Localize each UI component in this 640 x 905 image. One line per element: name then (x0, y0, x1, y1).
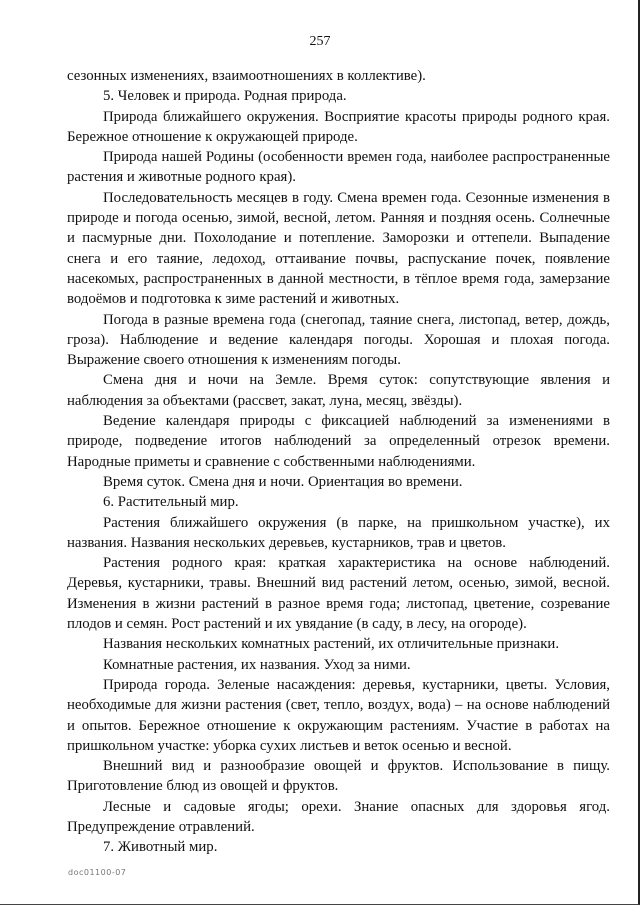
paragraph: Погода в разные времена года (снегопад, таяние снега, листопад, ветер, дождь, гроза). Наблюдение и ведение календаря погоды. Хорошая и плохая погода. Выражение своего отношения к изменениям погоды. (67, 311, 610, 369)
paragraph: Время суток. Смена дня и ночи. Ориентация во времени. (103, 473, 463, 490)
paragraph: Растения ближайшего окружения (в парке, на пришкольном участке), их названия. Названия нескольких деревьев, кустарников, трав и цветов. (67, 514, 610, 551)
paragraph: Природа ближайшего окружения. Восприятие красоты природы родного края. Бережное отношение к окружающей природе. (67, 108, 610, 145)
paragraph: Названия нескольких комнатных растений, их отличительные признаки. (103, 636, 560, 653)
paragraph: Внешний вид и разнообразие овощей и фруктов. Использование в пищу. Приготовление блюд из овощей и фруктов. (67, 758, 610, 795)
paragraph: Лесные и садовые ягоды; орехи. Знание опасных для здоровья ягод. Предупреждение отравлений. (67, 798, 610, 835)
page-number: 257 (309, 34, 331, 49)
footer-scan-code: doc01100-07 (68, 868, 127, 877)
section-heading: 6. Растительный мир. (103, 494, 239, 511)
paragraph: Природа города. Зеленые насаждения: деревья, кустарники, цветы. Условия, необходимые для жизни растения (свет, тепло, воздух, вода) – на основе наблюдений и опытов. Бережное отношение к окружающим растениям. Участие в работах на пришкольном участке: уборка сухих листьев и веток осенью и весной. (67, 676, 610, 754)
paragraph: Природа нашей Родины (особенности времен года, наиболее распространенные растения и животные родного края). (67, 149, 610, 186)
paragraph: Смена дня и ночи на Земле. Время суток: сопутствующие явления и наблюдения за объектами (рассвет, закат, луна, месяц, звёзды). (67, 372, 610, 409)
paragraph: Комнатные растения, их названия. Уход за ними. (103, 656, 411, 673)
paragraph: Последовательность месяцев в году. Смена времен года. Сезонные изменения в природе и погода осенью, зимой, весной, летом. Ранняя и поздняя осень. Солнечные и пасмурные дни. Похолодание и потепление. Заморозки и оттепели. Выпадение снега и его таяние, ледоход, оттаивание почвы, распускание почек, появление насекомых, распространенных в данной местности, в тёплое время года, замерзание водоёмов и подготовка к зиме растений и животных. (67, 189, 610, 308)
paragraph: Растения родного края: краткая характеристика на основе наблюдений. Деревья, кустарники, травы. Внешний вид растений летом, осенью, зимой, весной. Изменения в жизни растений в разное время года; листопад, цветение, созревание плодов и семян. Рост растений и их увядание (в саду, в лесу, на огороде). (67, 555, 610, 633)
paragraph: сезонных изменениях, взаимоотношениях в коллективе). (67, 68, 426, 84)
section-heading: 7. Животный мир. (103, 839, 218, 856)
paragraph: Ведение календаря природы с фиксацией наблюдений за изменениями в природе, подведение итогов наблюдений за определенный отрезок времени. Народные приметы и сравнение с собственными наблюдениями. (67, 413, 610, 470)
document-body (67, 66, 610, 858)
section-heading: 5. Человек и природа. Родная природа. (103, 88, 347, 105)
